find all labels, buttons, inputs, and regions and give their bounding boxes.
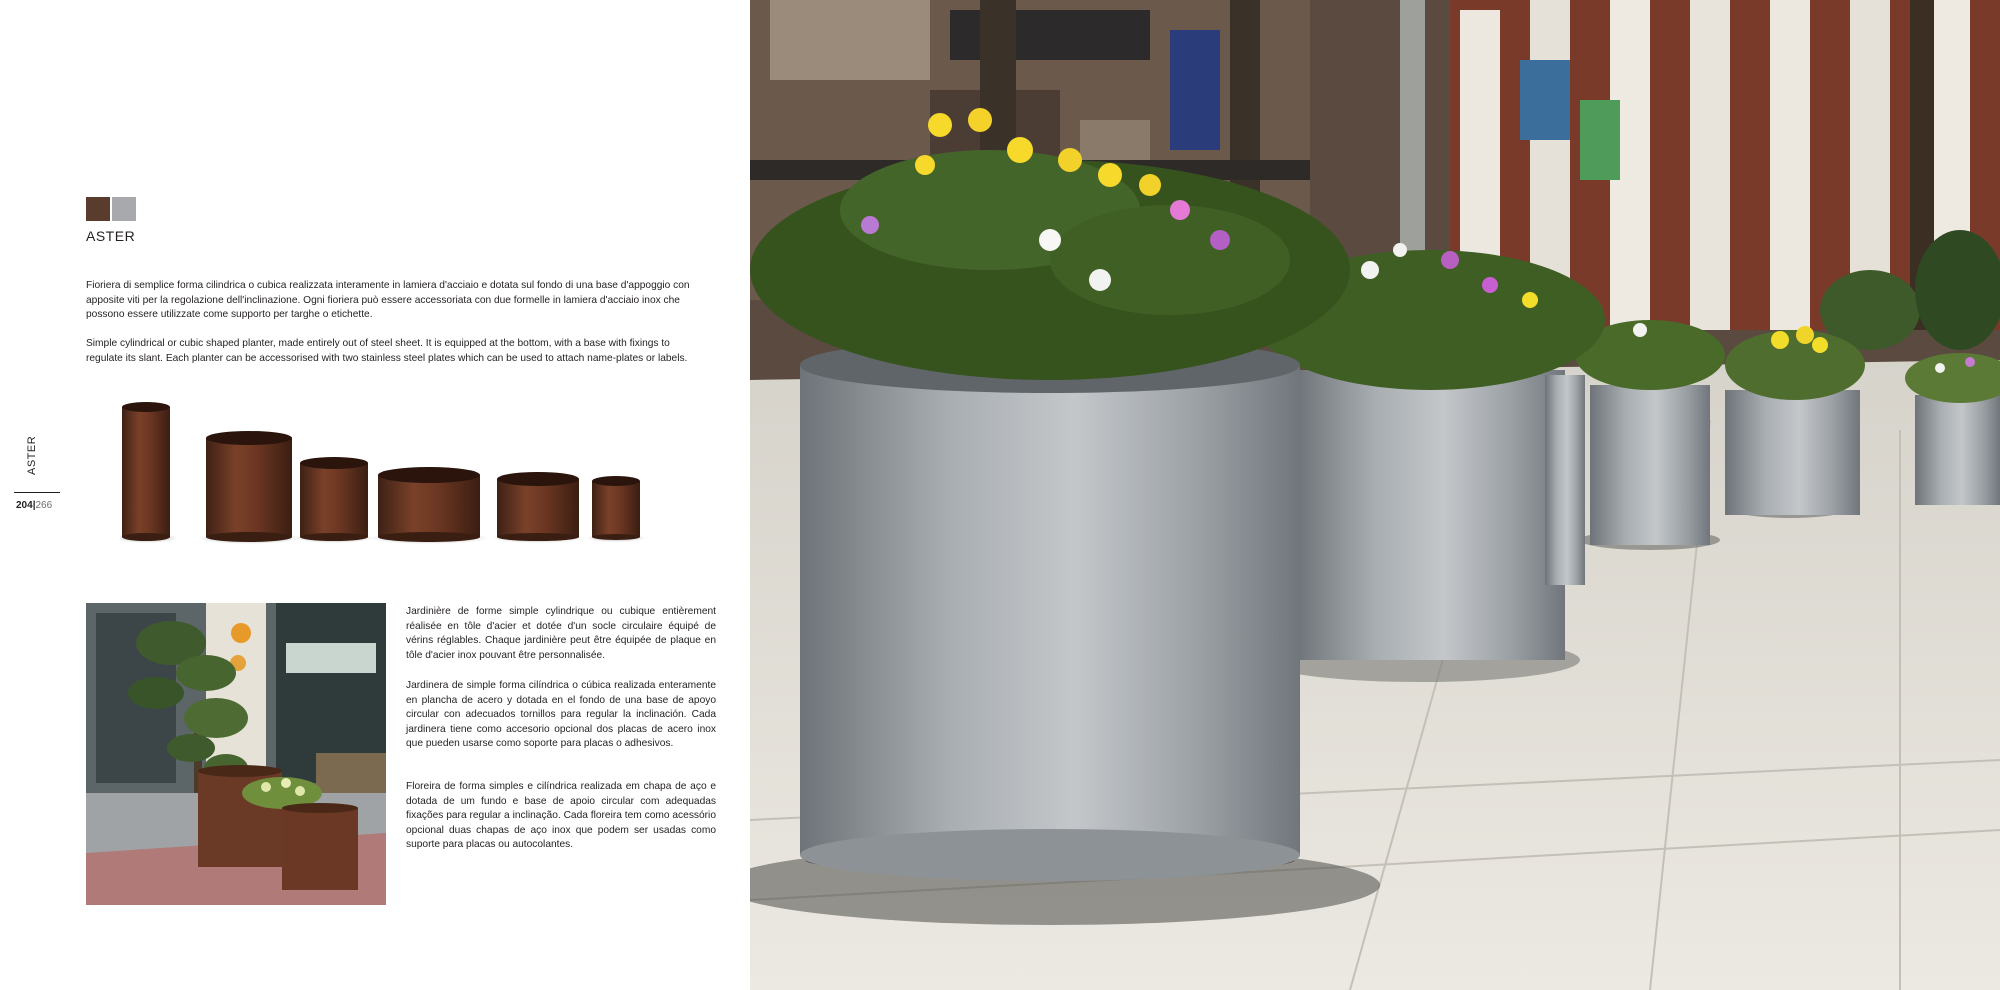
planter-far xyxy=(1725,326,1865,518)
description-portuguese: Floreira de forma simples e cilíndrica realizada em chapa de aço e dotada de um fundo e base de apoio circular com adequadas fixações para regular a inclinação. Cada floreira tem como acessório opcional duas chapas de aço inox que podem ser usadas como suporte para placas ou autocolantes. xyxy=(406,781,716,850)
planter-range-image xyxy=(120,395,660,555)
description-french: Jardinière de forme simple cylindrique ou cubique entièrement réalisée en tôle d'acier et dotée d'un socle circulaire équipé de vérins réglables. Chaque jardinière peut être équipée de plaque en tôle d'acier inox pouvant être personnalisée. xyxy=(406,606,716,661)
description-italian: Fioriera di semplice forma cilindrica o cubica realizzata interamente in lamiera d'acciaio e dotata sul fondo di una base d'appoggio con apposite viti per la regolazione dell'inclinazione. Ogni fioriera può essere accessoriata con due formelle in lamiera d'acciaio inox che possono essere utilizzate come supporto per targhe o etichette. xyxy=(86,280,690,320)
side-divider xyxy=(14,492,60,493)
description-spanish: Jardinera de simple forma cilíndrica o cúbica realizada enteramente en plancha de acero y dotada en el fondo de una base de apoyo circular con adecuados tornillos para regular la inclinación. Cada jardinera tiene como accesorio opcional dos placas de acero inox que pueden usarse como soporte para placas o adhesivos. xyxy=(406,680,716,749)
side-section-label: ASTER xyxy=(26,435,38,475)
page-current: 204 xyxy=(16,500,33,511)
street-planters-photo xyxy=(750,0,2000,990)
storefront-planters-photo xyxy=(86,603,386,905)
page-separator: | xyxy=(32,500,36,511)
planter-small xyxy=(586,476,646,542)
description-english: Simple cylindrical or cubic shaped planter, made entirely out of steel sheet. It is equipped at the bottom, with a base with fixings to regulate its slant. Each planter can be accessorised with two stainless steel plates which can be used to attach name-plates or labels. xyxy=(86,338,688,364)
product-name: ASTER xyxy=(86,228,136,244)
page-number xyxy=(16,500,52,511)
planter-tall-slim xyxy=(120,402,178,543)
planter-far-right xyxy=(1905,353,2000,505)
planter-wide-low xyxy=(369,467,489,544)
color-swatch-grey xyxy=(112,197,136,221)
color-swatch-brown xyxy=(86,197,110,221)
planter-mid-far xyxy=(1575,320,1725,550)
planter-medium xyxy=(294,457,374,543)
catalog-left-page xyxy=(0,0,750,990)
planter-foreground xyxy=(750,108,1380,925)
planter-medium-low xyxy=(492,472,584,543)
planter-large-wide xyxy=(197,431,301,544)
page-total: 266 xyxy=(35,500,53,511)
